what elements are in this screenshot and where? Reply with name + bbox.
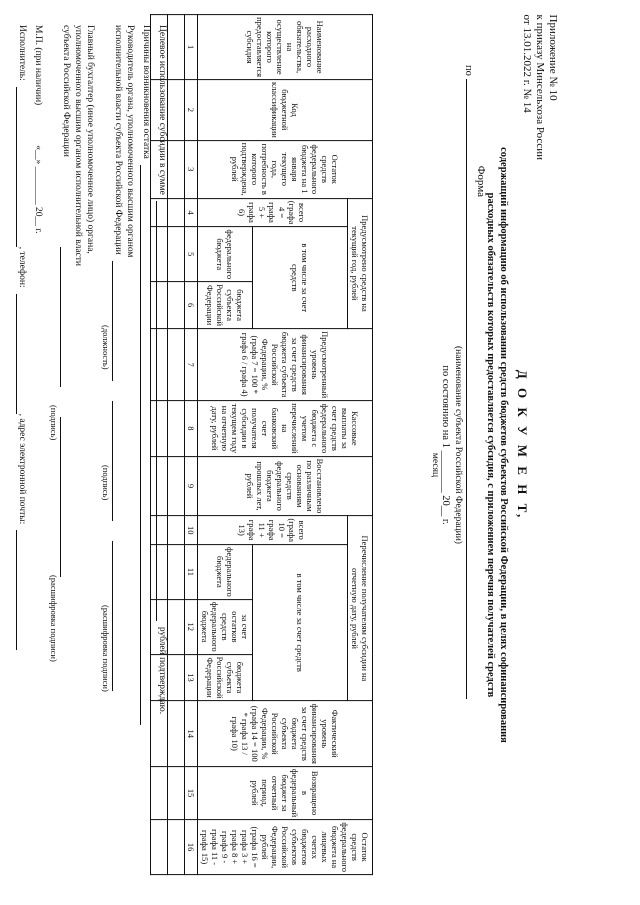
table-cell[interactable] bbox=[168, 820, 185, 875]
column-number-row bbox=[185, 15, 198, 875]
footer-block bbox=[12, 25, 168, 875]
caption-decode: (расшифровка подписи) bbox=[101, 605, 111, 692]
accountant-label-2: уполномоченного высшим органом исполнительной власти bbox=[73, 25, 83, 267]
col-header-transfer: Перечисление получателям субсидии на отчетную дату, рублей bbox=[348, 516, 373, 701]
region-caption: (наименование субъекта Российской Федерации) bbox=[453, 346, 463, 544]
table-cell[interactable] bbox=[168, 654, 185, 701]
col-num: 5 bbox=[185, 227, 198, 282]
col-header-12: за счет остатков средств федерального бюджета bbox=[198, 599, 253, 654]
col-header-plan-incl: в том числе за счет средств bbox=[253, 227, 348, 329]
email-field[interactable] bbox=[16, 530, 17, 650]
table-cell[interactable] bbox=[168, 701, 185, 766]
col-header-13: бюджета субъекта Российской Федерации bbox=[198, 654, 253, 701]
target-use-amount-field[interactable] bbox=[156, 201, 157, 621]
approval-line-1: Приложение № 10 bbox=[547, 14, 559, 101]
approval-line-3: от 13.01.2022 г. № 14 bbox=[521, 14, 533, 113]
accountant-decode-field[interactable] bbox=[60, 417, 61, 577]
head-label-2: исполнительной власти субъекта Российской Федерации bbox=[113, 25, 123, 255]
col-header-1: Наименование расходного обязательства, на осуществление которого предоставляется субсидия bbox=[198, 15, 373, 80]
col-header-transfer-incl: в том числе за счет средств bbox=[253, 545, 348, 702]
table-cell[interactable] bbox=[168, 599, 185, 654]
accountant-signature-field[interactable] bbox=[60, 247, 61, 387]
region-prefix: по bbox=[463, 65, 474, 76]
head-signature-field[interactable] bbox=[112, 401, 113, 521]
target-use-label: Целевое использование субсидии в сумме bbox=[157, 25, 167, 195]
table-cell[interactable] bbox=[168, 329, 185, 401]
col-num: 4 bbox=[185, 198, 198, 227]
table-cell[interactable] bbox=[168, 198, 185, 227]
col-header-9: Восстановлено по различным основаниям средств федерального бюджета прошлых лет, рублей bbox=[198, 456, 373, 516]
phone-field[interactable] bbox=[16, 294, 17, 414]
col-num: 1 bbox=[185, 15, 198, 80]
col-header-15: Возвращено в федеральный бюджет за отчетный период, рублей bbox=[198, 766, 373, 819]
col-header-plan: Предусмотрено средств на текущий год, рублей bbox=[348, 198, 373, 328]
col-num: 14 bbox=[185, 701, 198, 766]
document-subtitle-1: содержащий информацию об использовании средств бюджетов субъектов Российской Федерации, в целях софинансирования bbox=[498, 147, 509, 743]
col-header-5: федерального бюджета bbox=[198, 227, 253, 282]
table-cell[interactable] bbox=[168, 766, 185, 819]
region-field[interactable] bbox=[466, 79, 478, 699]
executor-label: Исполнитель: bbox=[17, 25, 27, 81]
head-label-1: Руководитель органа, уполномоченного высшим органом bbox=[125, 25, 135, 258]
table-cell[interactable] bbox=[168, 140, 185, 198]
col-header-3: Остаток средств федерального бюджета на 1 января текущего года, потребность в которого подтверждена, рублей bbox=[198, 140, 373, 198]
col-num: 7 bbox=[185, 329, 198, 401]
col-header-11: федерального бюджета bbox=[198, 545, 253, 600]
col-header-10: всего (графа 10 = графа 11 + графа 13) bbox=[198, 516, 348, 545]
col-num: 11 bbox=[185, 545, 198, 600]
phone-label: , телефон: bbox=[17, 246, 27, 288]
col-num: 8 bbox=[185, 401, 198, 456]
table-cell[interactable] bbox=[168, 401, 185, 456]
head-decode-field[interactable] bbox=[112, 541, 113, 691]
target-use-suffix: рублей подтверждаю. bbox=[157, 626, 167, 715]
caption-signature-2: (подпись) bbox=[49, 405, 59, 441]
accountant-label-3: субъекта Российской Федерации bbox=[61, 25, 71, 157]
form-label: Форма bbox=[475, 165, 487, 197]
table-cell[interactable] bbox=[168, 80, 185, 141]
col-num: 12 bbox=[185, 599, 198, 654]
table-cell[interactable] bbox=[168, 456, 185, 516]
col-num: 10 bbox=[185, 516, 198, 545]
document-subtitle-2: расходных обязательств которых предоставляется субсидия, с приложением перечня получателей средств bbox=[485, 192, 496, 698]
date-line: «__» ________ 20__ г. bbox=[33, 145, 43, 234]
document-title: Д О К У М Е Н Т, bbox=[515, 369, 530, 521]
email-label: , адрес электронной почты: bbox=[17, 413, 27, 525]
col-num: 15 bbox=[185, 766, 198, 819]
head-position-field[interactable] bbox=[112, 261, 113, 381]
col-num: 6 bbox=[185, 282, 198, 329]
as-of-line: по состоянию на 1 ________ 20__ г. bbox=[440, 365, 451, 525]
col-num: 3 bbox=[185, 140, 198, 198]
col-num: 9 bbox=[185, 456, 198, 516]
stamp-label: М.П. (при наличии) bbox=[33, 25, 43, 106]
col-header-16: Остаток средств федерального бюджета на лицевых счетах бюджетов субъектов Российской Федерации, рублей (графа 16 = графа 3 + графа 8 + графа 9 - графа 11 - графа 15) bbox=[198, 820, 373, 875]
caption-position: (должность) bbox=[101, 325, 111, 370]
reasons-field[interactable] bbox=[140, 165, 141, 725]
col-num: 16 bbox=[185, 820, 198, 875]
col-header-14: Фактический уровень финансирования за счет средств бюджета субъекта Российской Федерации, % (графа 14 = 100 * графа 13 / графа 10) bbox=[198, 701, 373, 766]
rotated-page-wrapper bbox=[0, 14, 640, 905]
table-cell[interactable] bbox=[168, 282, 185, 329]
table-cell[interactable] bbox=[168, 15, 185, 80]
col-header-4: всего (графа 4 = графа 5 + графа 6) bbox=[198, 198, 348, 227]
month-caption: месяц bbox=[430, 452, 440, 478]
col-header-2: Код бюджетной классификации bbox=[198, 80, 373, 141]
table-cell[interactable] bbox=[168, 227, 185, 282]
table-row bbox=[168, 15, 185, 875]
title-block bbox=[430, 45, 530, 845]
col-header-7: Предусмотренный уровень финансирования за счет средств бюджета субъекта Российской Федерации, % (графа 7 = 100 * графа 6 / графа 4) bbox=[198, 329, 373, 401]
subsidy-table bbox=[150, 14, 373, 875]
approval-line-2: к приказу Минсельхоза России bbox=[534, 14, 546, 160]
reasons-label: Причины возникновения остатка bbox=[141, 25, 151, 159]
table-cell[interactable] bbox=[168, 545, 185, 600]
executor-field[interactable] bbox=[16, 87, 17, 247]
col-header-8: Кассовые выплаты за счет средств федерального бюджета с учетом перечислений на банковский счет получателя субсидии в текущем году на отчетную дату, рублей bbox=[198, 401, 373, 456]
col-num: 2 bbox=[185, 80, 198, 141]
table-cell[interactable] bbox=[168, 516, 185, 545]
col-header-6: бюджета субъекта Российской Федерации bbox=[198, 282, 253, 329]
caption-decode-2: (расшифровка подписи) bbox=[49, 575, 59, 662]
col-num: 13 bbox=[185, 654, 198, 701]
accountant-label-1: Главный бухгалтер (иное уполномоченное лицо) органа, bbox=[85, 25, 95, 254]
caption-signature: (подпись) bbox=[101, 465, 111, 501]
